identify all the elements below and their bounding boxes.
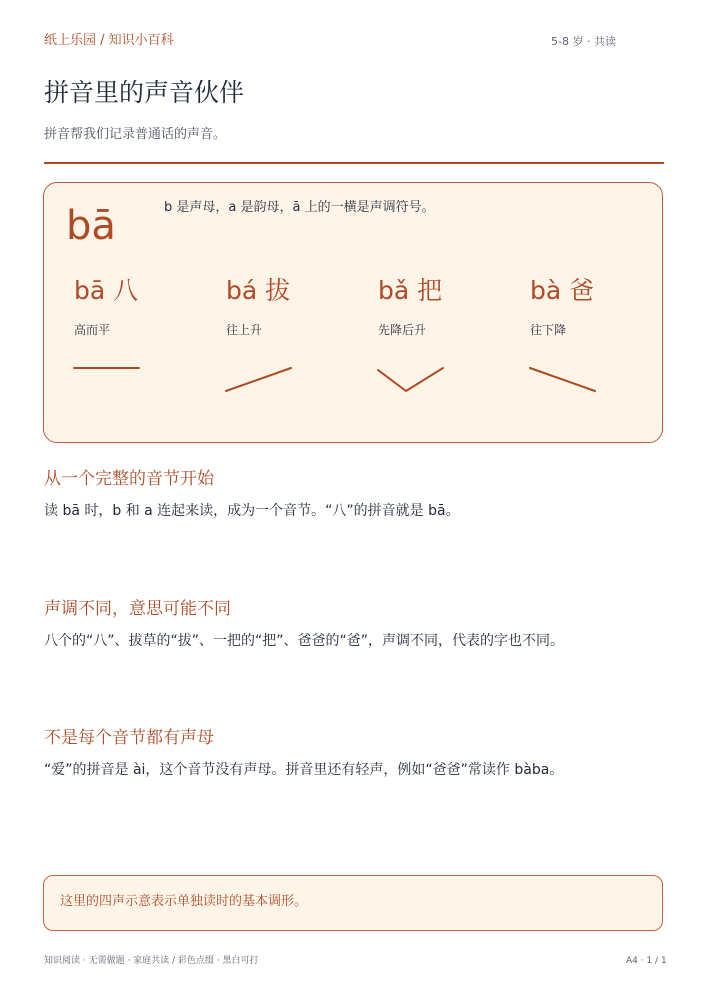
- rising-tone-icon: [226, 360, 296, 400]
- tone-label: bā 八: [74, 276, 139, 305]
- section-heading-tones: 声调不同，意思可能不同: [44, 599, 231, 619]
- section-text-tones: 八个的“八”、拔草的“拔”、一把的“把”、爸爸的“爸”，声调不同，代表的字也不同。: [44, 633, 565, 649]
- tone-description: 往下降: [530, 323, 567, 337]
- footer-info: 知识阅读 · 无需做题 · 家庭共读 / 彩色点缀 · 黑白可打: [44, 956, 259, 966]
- callout-text: 这里的四声示意表示单独读时的基本调形。: [60, 894, 308, 909]
- tone-item-third: [378, 274, 518, 404]
- tone-label: bà 爸: [530, 276, 595, 305]
- page-number: A4 · 1 / 1: [626, 956, 667, 966]
- tone-item-first: [74, 274, 214, 404]
- tone-description: 高而平: [74, 323, 111, 337]
- age-badge: 5-8 岁 · 共读: [551, 35, 616, 48]
- falling-tone-icon: [530, 360, 600, 400]
- section-heading-syllable: 从一个完整的音节开始: [44, 469, 214, 489]
- tone-item-second: [226, 274, 366, 404]
- dipping-tone-icon: [378, 360, 448, 400]
- flat-tone-icon: [74, 360, 144, 400]
- syllable-explanation: b 是声母，a 是韵母，ā 上的一横是声调符号。: [164, 200, 435, 215]
- page-title: 拼音里的声音伙伴: [44, 78, 245, 107]
- tone-description: 先降后升: [378, 323, 427, 337]
- section-text-syllable: 读 bā 时，b 和 a 连起来读，成为一个音节。“八”的拼音就是 bā。: [44, 503, 460, 519]
- brand-breadcrumb: 纸上乐园 / 知识小百科: [44, 33, 174, 48]
- title-divider: [44, 162, 664, 164]
- page-subtitle: 拼音帮我们记录普通话的声音。: [44, 127, 227, 142]
- tone-description: 往上升: [226, 323, 263, 337]
- tone-item-fourth: [530, 274, 670, 404]
- example-syllable: bā: [66, 203, 116, 249]
- tone-label: bǎ 把: [378, 276, 443, 305]
- section-text-initials: “爱”的拼音是 ài，这个音节没有声母。拼音里还有轻声，例如“爸爸”常读作 bàba。: [44, 762, 564, 778]
- tone-label: bá 拔: [226, 276, 291, 305]
- section-heading-initials: 不是每个音节都有声母: [44, 728, 214, 748]
